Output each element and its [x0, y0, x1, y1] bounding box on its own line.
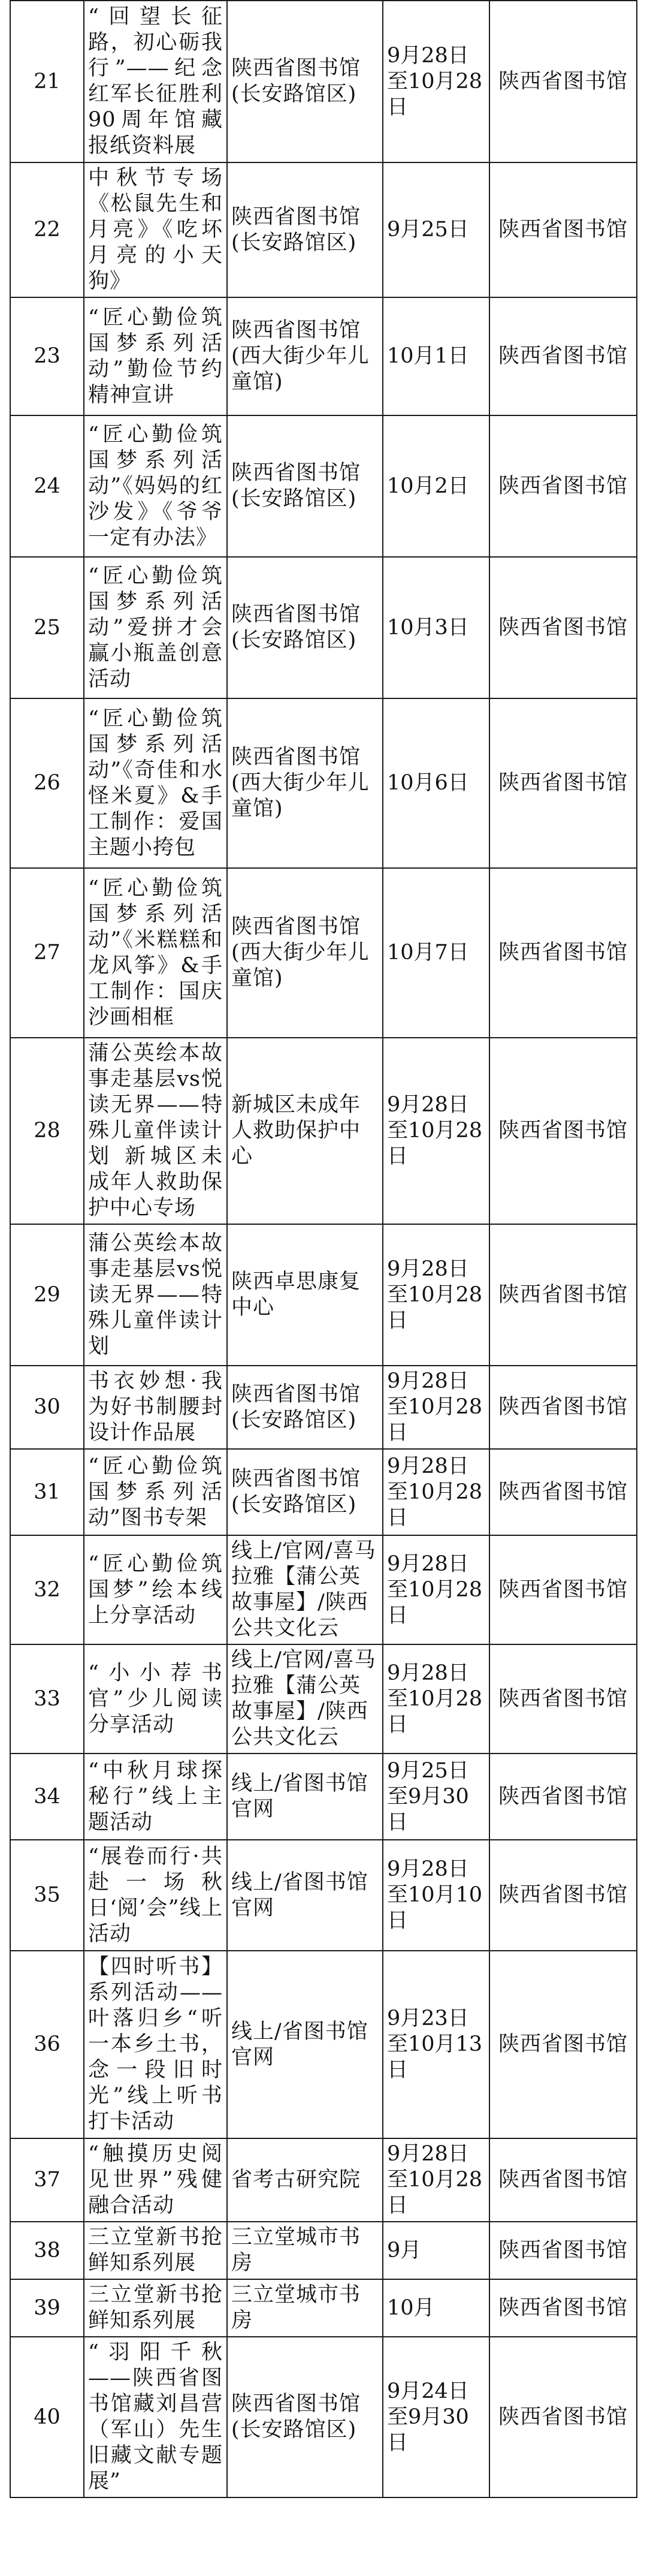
table-row — [10, 415, 637, 557]
activity-venue: 线上/省图书馆官网 — [227, 1840, 383, 1951]
row-number: 35 — [10, 1840, 84, 1951]
table-row — [10, 1754, 637, 1840]
activity-venue: 线上/省图书馆官网 — [227, 1951, 383, 2138]
activity-venue: 陕西省图书馆(西大街少年儿童馆) — [227, 698, 383, 868]
table-row — [10, 1224, 637, 1366]
table-row — [10, 2337, 637, 2497]
activity-venue: 三立堂城市书房 — [227, 2222, 383, 2279]
table-row — [10, 1951, 637, 2138]
activity-venue: 陕西省图书馆(长安路馆区) — [227, 1366, 383, 1449]
activity-venue: 陕西省图书馆(长安路馆区) — [227, 557, 383, 698]
organizer: 陕西省图书馆 — [489, 557, 637, 698]
activity-date: 9月24日至9月30日 — [383, 2337, 489, 2497]
activity-name: “匠心勤俭筑国梦系列活动”勤俭节约精神宣讲 — [84, 297, 227, 415]
row-number: 27 — [10, 868, 84, 1038]
organizer: 陕西省图书馆 — [489, 1038, 637, 1224]
activity-venue: 省考古研究院 — [227, 2138, 383, 2222]
organizer: 陕西省图书馆 — [489, 868, 637, 1038]
organizer: 陕西省图书馆 — [489, 1754, 637, 1840]
row-number: 36 — [10, 1951, 84, 2138]
activity-date: 9月28日至10月28日 — [383, 1449, 489, 1535]
table-row — [10, 2138, 637, 2222]
organizer: 陕西省图书馆 — [489, 1644, 637, 1754]
organizer: 陕西省图书馆 — [489, 1840, 637, 1951]
activity-date: 9月25日至9月30日 — [383, 1754, 489, 1840]
organizer: 陕西省图书馆 — [489, 2222, 637, 2279]
activity-name: “羽阳千秋——陕西省图书馆藏刘昌营（军山）先生旧藏文献专题展” — [84, 2337, 227, 2497]
table-row — [10, 2279, 637, 2337]
activity-name: 蒲公英绘本故事走基层vs悦读无界——特殊儿童伴读计划 新城区未成年人救助保护中心专场 — [84, 1038, 227, 1224]
organizer: 陕西省图书馆 — [489, 415, 637, 557]
organizer: 陕西省图书馆 — [489, 162, 637, 297]
activity-date: 10月7日 — [383, 868, 489, 1038]
row-number: 39 — [10, 2279, 84, 2337]
activity-name: “匠心勤俭筑国梦系列活动”《米糕糕和龙风筝》&手工制作：国庆沙画相框 — [84, 868, 227, 1038]
table-row — [10, 1449, 637, 1535]
organizer: 陕西省图书馆 — [489, 2337, 637, 2497]
organizer: 陕西省图书馆 — [489, 1951, 637, 2138]
table-row — [10, 557, 637, 698]
activity-date: 9月28日至10月28日 — [383, 2138, 489, 2222]
activity-date: 10月3日 — [383, 557, 489, 698]
activity-date: 9月23日至10月13日 — [383, 1951, 489, 2138]
activity-name: “回望长征路，初心砺我行”——纪念红军长征胜利90周年馆藏报纸资料展 — [84, 1, 227, 162]
table-row — [10, 1644, 637, 1754]
activity-date: 9月 — [383, 2222, 489, 2279]
activity-date: 10月6日 — [383, 698, 489, 868]
table-row — [10, 698, 637, 868]
organizer: 陕西省图书馆 — [489, 1449, 637, 1535]
row-number: 37 — [10, 2138, 84, 2222]
row-number: 31 — [10, 1449, 84, 1535]
activity-name: “展卷而行·共赴一场秋日‘阅’会”线上活动 — [84, 1840, 227, 1951]
table-row — [10, 1840, 637, 1951]
row-number: 25 — [10, 557, 84, 698]
activity-venue: 三立堂城市书房 — [227, 2279, 383, 2337]
activity-venue: 陕西省图书馆(长安路馆区) — [227, 415, 383, 557]
activity-name: “匠心勤俭筑国梦系列活动”《妈妈的红沙发》《爷爷一定有办法》 — [84, 415, 227, 557]
table-row — [10, 1, 637, 162]
activity-name: “匠心勤俭筑国梦系列活动”《奇佳和水怪米夏》&手工制作：爱国主题小挎包 — [84, 698, 227, 868]
activity-date: 10月2日 — [383, 415, 489, 557]
organizer: 陕西省图书馆 — [489, 1366, 637, 1449]
table-row — [10, 297, 637, 415]
activity-date: 10月1日 — [383, 297, 489, 415]
row-number: 40 — [10, 2337, 84, 2497]
activity-name: “触摸历史阅见世界”残健融合活动 — [84, 2138, 227, 2222]
organizer: 陕西省图书馆 — [489, 2138, 637, 2222]
activity-name: “匠心勤俭筑国梦系列活动”图书专架 — [84, 1449, 227, 1535]
row-number: 32 — [10, 1535, 84, 1644]
table-row — [10, 1366, 637, 1449]
organizer: 陕西省图书馆 — [489, 1224, 637, 1366]
activity-venue: 陕西省图书馆(长安路馆区) — [227, 2337, 383, 2497]
activity-name: “小小荐书官”少儿阅读分享活动 — [84, 1644, 227, 1754]
table-row — [10, 1038, 637, 1224]
activity-venue: 陕西省图书馆(长安路馆区) — [227, 1449, 383, 1535]
activity-date: 9月28日至10月28日 — [383, 1224, 489, 1366]
row-number: 26 — [10, 698, 84, 868]
activity-date: 10月 — [383, 2279, 489, 2337]
activity-date: 9月28日至10月28日 — [383, 1535, 489, 1644]
activity-name: “中秋月球探秘行”线上主题活动 — [84, 1754, 227, 1840]
organizer: 陕西省图书馆 — [489, 297, 637, 415]
activity-name: “匠心勤俭筑国梦”绘本线上分享活动 — [84, 1535, 227, 1644]
row-number: 33 — [10, 1644, 84, 1754]
organizer: 陕西省图书馆 — [489, 1, 637, 162]
organizer: 陕西省图书馆 — [489, 1535, 637, 1644]
row-number: 28 — [10, 1038, 84, 1224]
activity-date: 9月28日至10月28日 — [383, 1644, 489, 1754]
activity-name: 三立堂新书抢鲜知系列展 — [84, 2222, 227, 2279]
row-number: 38 — [10, 2222, 84, 2279]
row-number: 34 — [10, 1754, 84, 1840]
table-row — [10, 2222, 637, 2279]
activity-name: “匠心勤俭筑国梦系列活动”爱拼才会赢小瓶盖创意活动 — [84, 557, 227, 698]
activity-name: 三立堂新书抢鲜知系列展 — [84, 2279, 227, 2337]
activity-date: 9月25日 — [383, 162, 489, 297]
activity-venue: 线上/省图书馆官网 — [227, 1754, 383, 1840]
activity-date: 9月28日至10月28日 — [383, 1, 489, 162]
activity-name: 书衣妙想·我为好书制腰封设计作品展 — [84, 1366, 227, 1449]
activity-venue: 陕西省图书馆(长安路馆区) — [227, 162, 383, 297]
table-body — [10, 1, 637, 2497]
row-number: 24 — [10, 415, 84, 557]
activity-venue: 陕西省图书馆(西大街少年儿童馆) — [227, 297, 383, 415]
row-number: 21 — [10, 1, 84, 162]
activity-venue: 陕西卓思康复中心 — [227, 1224, 383, 1366]
row-number: 29 — [10, 1224, 84, 1366]
activity-venue: 陕西省图书馆(西大街少年儿童馆) — [227, 868, 383, 1038]
row-number: 22 — [10, 162, 84, 297]
activity-venue: 陕西省图书馆(长安路馆区) — [227, 1, 383, 162]
activity-venue: 线上/官网/喜马拉雅【蒲公英故事屋】/陕西公共文化云 — [227, 1535, 383, 1644]
row-number: 23 — [10, 297, 84, 415]
organizer: 陕西省图书馆 — [489, 2279, 637, 2337]
organizer: 陕西省图书馆 — [489, 698, 637, 868]
activity-venue: 新城区未成年人救助保护中心 — [227, 1038, 383, 1224]
activity-schedule-table — [10, 0, 637, 2498]
activity-venue: 线上/官网/喜马拉雅【蒲公英故事屋】/陕西公共文化云 — [227, 1644, 383, 1754]
table-row — [10, 868, 637, 1038]
activity-date: 9月28日至10月28日 — [383, 1366, 489, 1449]
activity-date: 9月28日至10月28日 — [383, 1038, 489, 1224]
row-number: 30 — [10, 1366, 84, 1449]
activity-name: 中秋节专场《松鼠先生和月亮》《吃坏月亮的小天狗》 — [84, 162, 227, 297]
activity-name: 蒲公英绘本故事走基层vs悦读无界——特殊儿童伴读计划 — [84, 1224, 227, 1366]
table-row — [10, 1535, 637, 1644]
activity-name: 【四时听书】系列活动——叶落归乡“听一本乡土书，念一段旧时光”线上听书打卡活动 — [84, 1951, 227, 2138]
table-row — [10, 162, 637, 297]
activity-date: 9月28日至10月10日 — [383, 1840, 489, 1951]
